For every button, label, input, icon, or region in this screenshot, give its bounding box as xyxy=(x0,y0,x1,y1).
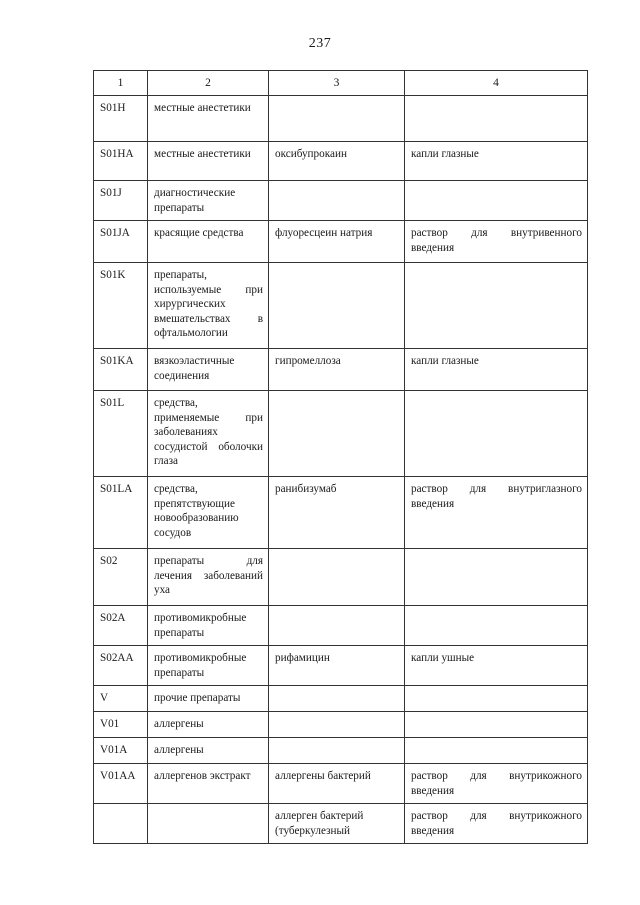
dosage-form-cell xyxy=(405,712,588,738)
substance-cell xyxy=(269,391,405,477)
dosage-form-cell xyxy=(405,391,588,477)
table-row xyxy=(94,738,588,764)
atc-code-cell: S02 xyxy=(94,549,148,606)
substance-cell: ранибизумаб xyxy=(269,477,405,549)
atc-code-cell: S01JA xyxy=(94,221,148,263)
table-row xyxy=(94,221,588,263)
substance-cell xyxy=(269,263,405,349)
atc-code-cell xyxy=(94,804,148,844)
table-row xyxy=(94,686,588,712)
dosage-form-cell: раствор для внутриглазного введения xyxy=(405,477,588,549)
table-row xyxy=(94,712,588,738)
column-header: 4 xyxy=(405,71,588,96)
substance-cell: аллерген бактерий (туберкулезный xyxy=(269,804,405,844)
group-name-cell: противомикробные препараты xyxy=(148,646,269,686)
substance-cell: оксибупрокаин xyxy=(269,142,405,181)
atc-code-cell: S01KA xyxy=(94,349,148,391)
atc-code-cell: V01AA xyxy=(94,764,148,804)
group-name-cell: средства, препятствующие новообразованию сосудов xyxy=(148,477,269,549)
group-name-cell: аллергенов экстракт xyxy=(148,764,269,804)
substance-cell: аллергены бактерий xyxy=(269,764,405,804)
group-name-cell: диагностические препараты xyxy=(148,181,269,221)
atc-code-cell: S01LA xyxy=(94,477,148,549)
atc-code-cell: S01J xyxy=(94,181,148,221)
atc-code-cell: V01A xyxy=(94,738,148,764)
dosage-form-cell xyxy=(405,606,588,646)
table-row xyxy=(94,349,588,391)
group-name-cell: аллергены xyxy=(148,712,269,738)
group-name-cell xyxy=(148,804,269,844)
table-row xyxy=(94,477,588,549)
table-row xyxy=(94,549,588,606)
dosage-form-cell xyxy=(405,181,588,221)
dosage-form-cell: капли глазные xyxy=(405,349,588,391)
atc-code-cell: S01H xyxy=(94,96,148,142)
group-name-cell: местные анестетики xyxy=(148,142,269,181)
column-header: 2 xyxy=(148,71,269,96)
group-name-cell: красящие средства xyxy=(148,221,269,263)
table-row xyxy=(94,764,588,804)
atc-code-cell: S01K xyxy=(94,263,148,349)
column-header: 3 xyxy=(269,71,405,96)
dosage-form-cell xyxy=(405,686,588,712)
substance-cell xyxy=(269,738,405,764)
column-header: 1 xyxy=(94,71,148,96)
group-name-cell: средства, применяемые при заболеваниях сосудистой оболочки глаза xyxy=(148,391,269,477)
atc-code-cell: S01HA xyxy=(94,142,148,181)
substance-cell xyxy=(269,686,405,712)
substance-cell xyxy=(269,96,405,142)
dosage-form-cell xyxy=(405,263,588,349)
substance-cell xyxy=(269,606,405,646)
table-row xyxy=(94,96,588,142)
group-name-cell: препараты для лечения заболеваний уха xyxy=(148,549,269,606)
atc-code-cell: S02A xyxy=(94,606,148,646)
table-header-row xyxy=(94,71,588,96)
dosage-form-cell: раствор для внутрикожного введения xyxy=(405,764,588,804)
table-row xyxy=(94,263,588,349)
dosage-form-cell xyxy=(405,738,588,764)
drug-classification-table xyxy=(93,70,588,844)
atc-code-cell: V01 xyxy=(94,712,148,738)
group-name-cell: препараты, используемые при хирургических вмешательствах в офтальмологии xyxy=(148,263,269,349)
dosage-form-cell: капли глазные xyxy=(405,142,588,181)
group-name-cell: аллергены xyxy=(148,738,269,764)
page-number: 237 xyxy=(308,36,332,51)
substance-cell xyxy=(269,181,405,221)
dosage-form-cell: капли ушные xyxy=(405,646,588,686)
table-row xyxy=(94,606,588,646)
substance-cell xyxy=(269,712,405,738)
substance-cell: рифамицин xyxy=(269,646,405,686)
substance-cell xyxy=(269,549,405,606)
atc-code-cell: S02AA xyxy=(94,646,148,686)
table-row xyxy=(94,142,588,181)
substance-cell: гипромеллоза xyxy=(269,349,405,391)
group-name-cell: местные анестетики xyxy=(148,96,269,142)
group-name-cell: противомикробные препараты xyxy=(148,606,269,646)
atc-code-cell: V xyxy=(94,686,148,712)
group-name-cell: вязкоэластичные соединения xyxy=(148,349,269,391)
dosage-form-cell xyxy=(405,549,588,606)
table-row xyxy=(94,181,588,221)
group-name-cell: прочие препараты xyxy=(148,686,269,712)
substance-cell: флуоресцеин натрия xyxy=(269,221,405,263)
table-row xyxy=(94,391,588,477)
dosage-form-cell: раствор для внутрикожного введения xyxy=(405,804,588,844)
table-body xyxy=(94,96,588,844)
atc-code-cell: S01L xyxy=(94,391,148,477)
dosage-form-cell: раствор для внутривенного введения xyxy=(405,221,588,263)
dosage-form-cell xyxy=(405,96,588,142)
table-row xyxy=(94,804,588,844)
table-row xyxy=(94,646,588,686)
